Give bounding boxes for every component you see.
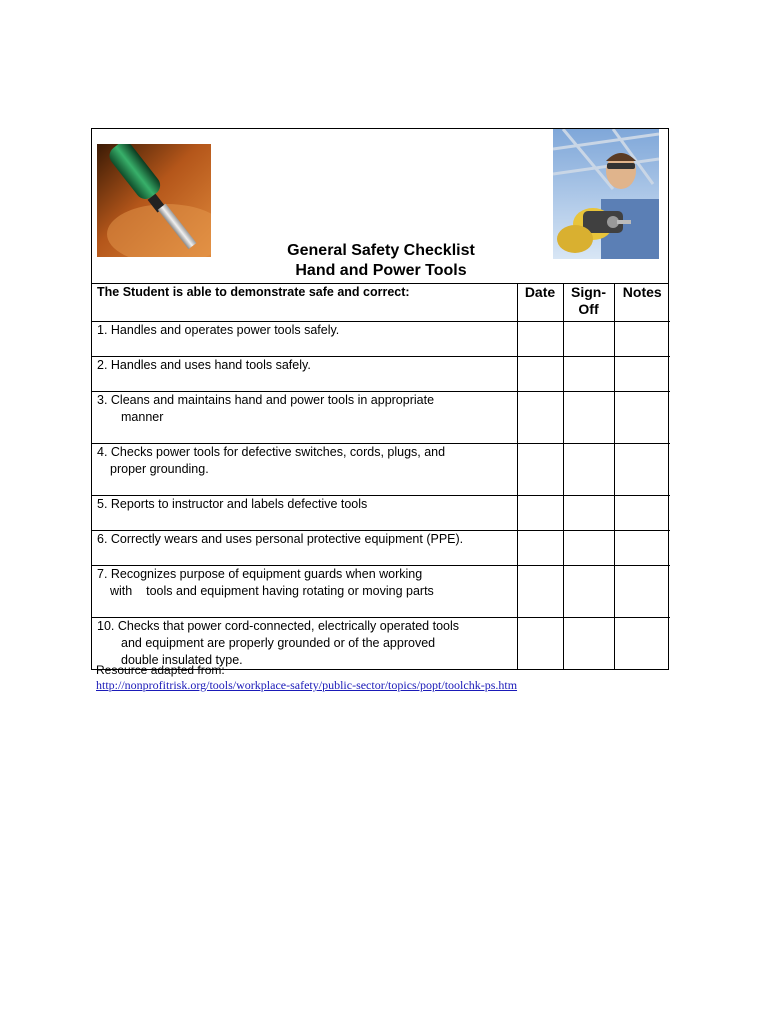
table-row xyxy=(92,391,670,443)
item-text xyxy=(92,321,517,356)
table-row xyxy=(92,530,670,565)
header-date: Date xyxy=(517,284,563,321)
item-line: 3. Cleans and maintains hand and power tools in appropriate xyxy=(97,392,435,407)
date-cell[interactable] xyxy=(517,321,563,356)
header-demonstrate: The Student is able to demonstrate safe and correct: xyxy=(92,284,517,321)
notes-cell[interactable] xyxy=(614,495,670,530)
sign-off-cell[interactable] xyxy=(563,530,614,565)
table-row xyxy=(92,356,670,391)
item-line: proper grounding. xyxy=(110,461,209,476)
item-line: 4. Checks power tools for defective switches, cords, plugs, and xyxy=(97,444,446,459)
item-line: manner xyxy=(121,409,164,424)
notes-cell[interactable] xyxy=(614,356,670,391)
notes-cell[interactable] xyxy=(614,321,670,356)
header-sign-off-line-1: Sign- xyxy=(571,284,606,300)
date-cell[interactable] xyxy=(517,356,563,391)
item-text xyxy=(92,443,517,495)
item-line: double insulated type. xyxy=(121,652,243,667)
header-sign-off-line-2: Off xyxy=(578,301,599,317)
table-row xyxy=(92,321,670,356)
notes-cell[interactable] xyxy=(614,391,670,443)
table-row xyxy=(92,617,670,669)
notes-cell[interactable] xyxy=(614,617,670,669)
notes-cell[interactable] xyxy=(614,565,670,617)
item-text xyxy=(92,530,517,565)
sign-off-cell[interactable] xyxy=(563,617,614,669)
item-line: 2. Handles and uses hand tools safely. xyxy=(97,357,311,372)
notes-cell[interactable] xyxy=(614,530,670,565)
item-text xyxy=(92,356,517,391)
item-text xyxy=(92,617,517,669)
title-line-2: Hand and Power Tools xyxy=(295,262,467,279)
resource-link[interactable]: http://nonprofitrisk.org/tools/workplace-safety/public-sector/topics/popt/toolchk-ps.htm xyxy=(96,678,518,692)
title-line-1: General Safety Checklist xyxy=(287,242,475,259)
resource-footer xyxy=(96,663,517,693)
resource-label: Resource adapted from: xyxy=(96,663,225,677)
sign-off-cell[interactable] xyxy=(563,565,614,617)
date-cell[interactable] xyxy=(517,617,563,669)
sign-off-cell[interactable] xyxy=(563,495,614,530)
sign-off-cell[interactable] xyxy=(563,356,614,391)
date-cell[interactable] xyxy=(517,443,563,495)
item-text xyxy=(92,495,517,530)
notes-cell[interactable] xyxy=(614,443,670,495)
item-line: and equipment are properly grounded or of the approved xyxy=(121,635,436,650)
worker-drill-image xyxy=(553,129,659,259)
checklist-table xyxy=(92,284,670,669)
sign-off-cell[interactable] xyxy=(563,443,614,495)
item-line: 1. Handles and operates power tools safely. xyxy=(97,322,340,337)
item-text xyxy=(92,565,517,617)
date-cell[interactable] xyxy=(517,565,563,617)
item-line: with tools and equipment having rotating or moving parts xyxy=(110,583,434,598)
item-line: 5. Reports to instructor and labels defective tools xyxy=(97,496,368,511)
date-cell[interactable] xyxy=(517,530,563,565)
header-sign-off xyxy=(563,284,614,321)
table-header-row xyxy=(92,284,670,321)
table-row xyxy=(92,495,670,530)
page-title xyxy=(92,241,670,281)
sign-off-cell[interactable] xyxy=(563,321,614,356)
date-cell[interactable] xyxy=(517,391,563,443)
item-line: 10. Checks that power cord-connected, electrically operated tools xyxy=(97,618,459,633)
checklist-header xyxy=(92,129,668,284)
item-text xyxy=(92,391,517,443)
item-line: 6. Correctly wears and uses personal protective equipment (PPE). xyxy=(97,531,464,546)
safety-checklist-sheet xyxy=(91,128,669,670)
header-notes: Notes xyxy=(614,284,670,321)
date-cell[interactable] xyxy=(517,495,563,530)
sign-off-cell[interactable] xyxy=(563,391,614,443)
table-row xyxy=(92,565,670,617)
table-row xyxy=(92,443,670,495)
item-line: 7. Recognizes purpose of equipment guards when working xyxy=(97,566,423,581)
